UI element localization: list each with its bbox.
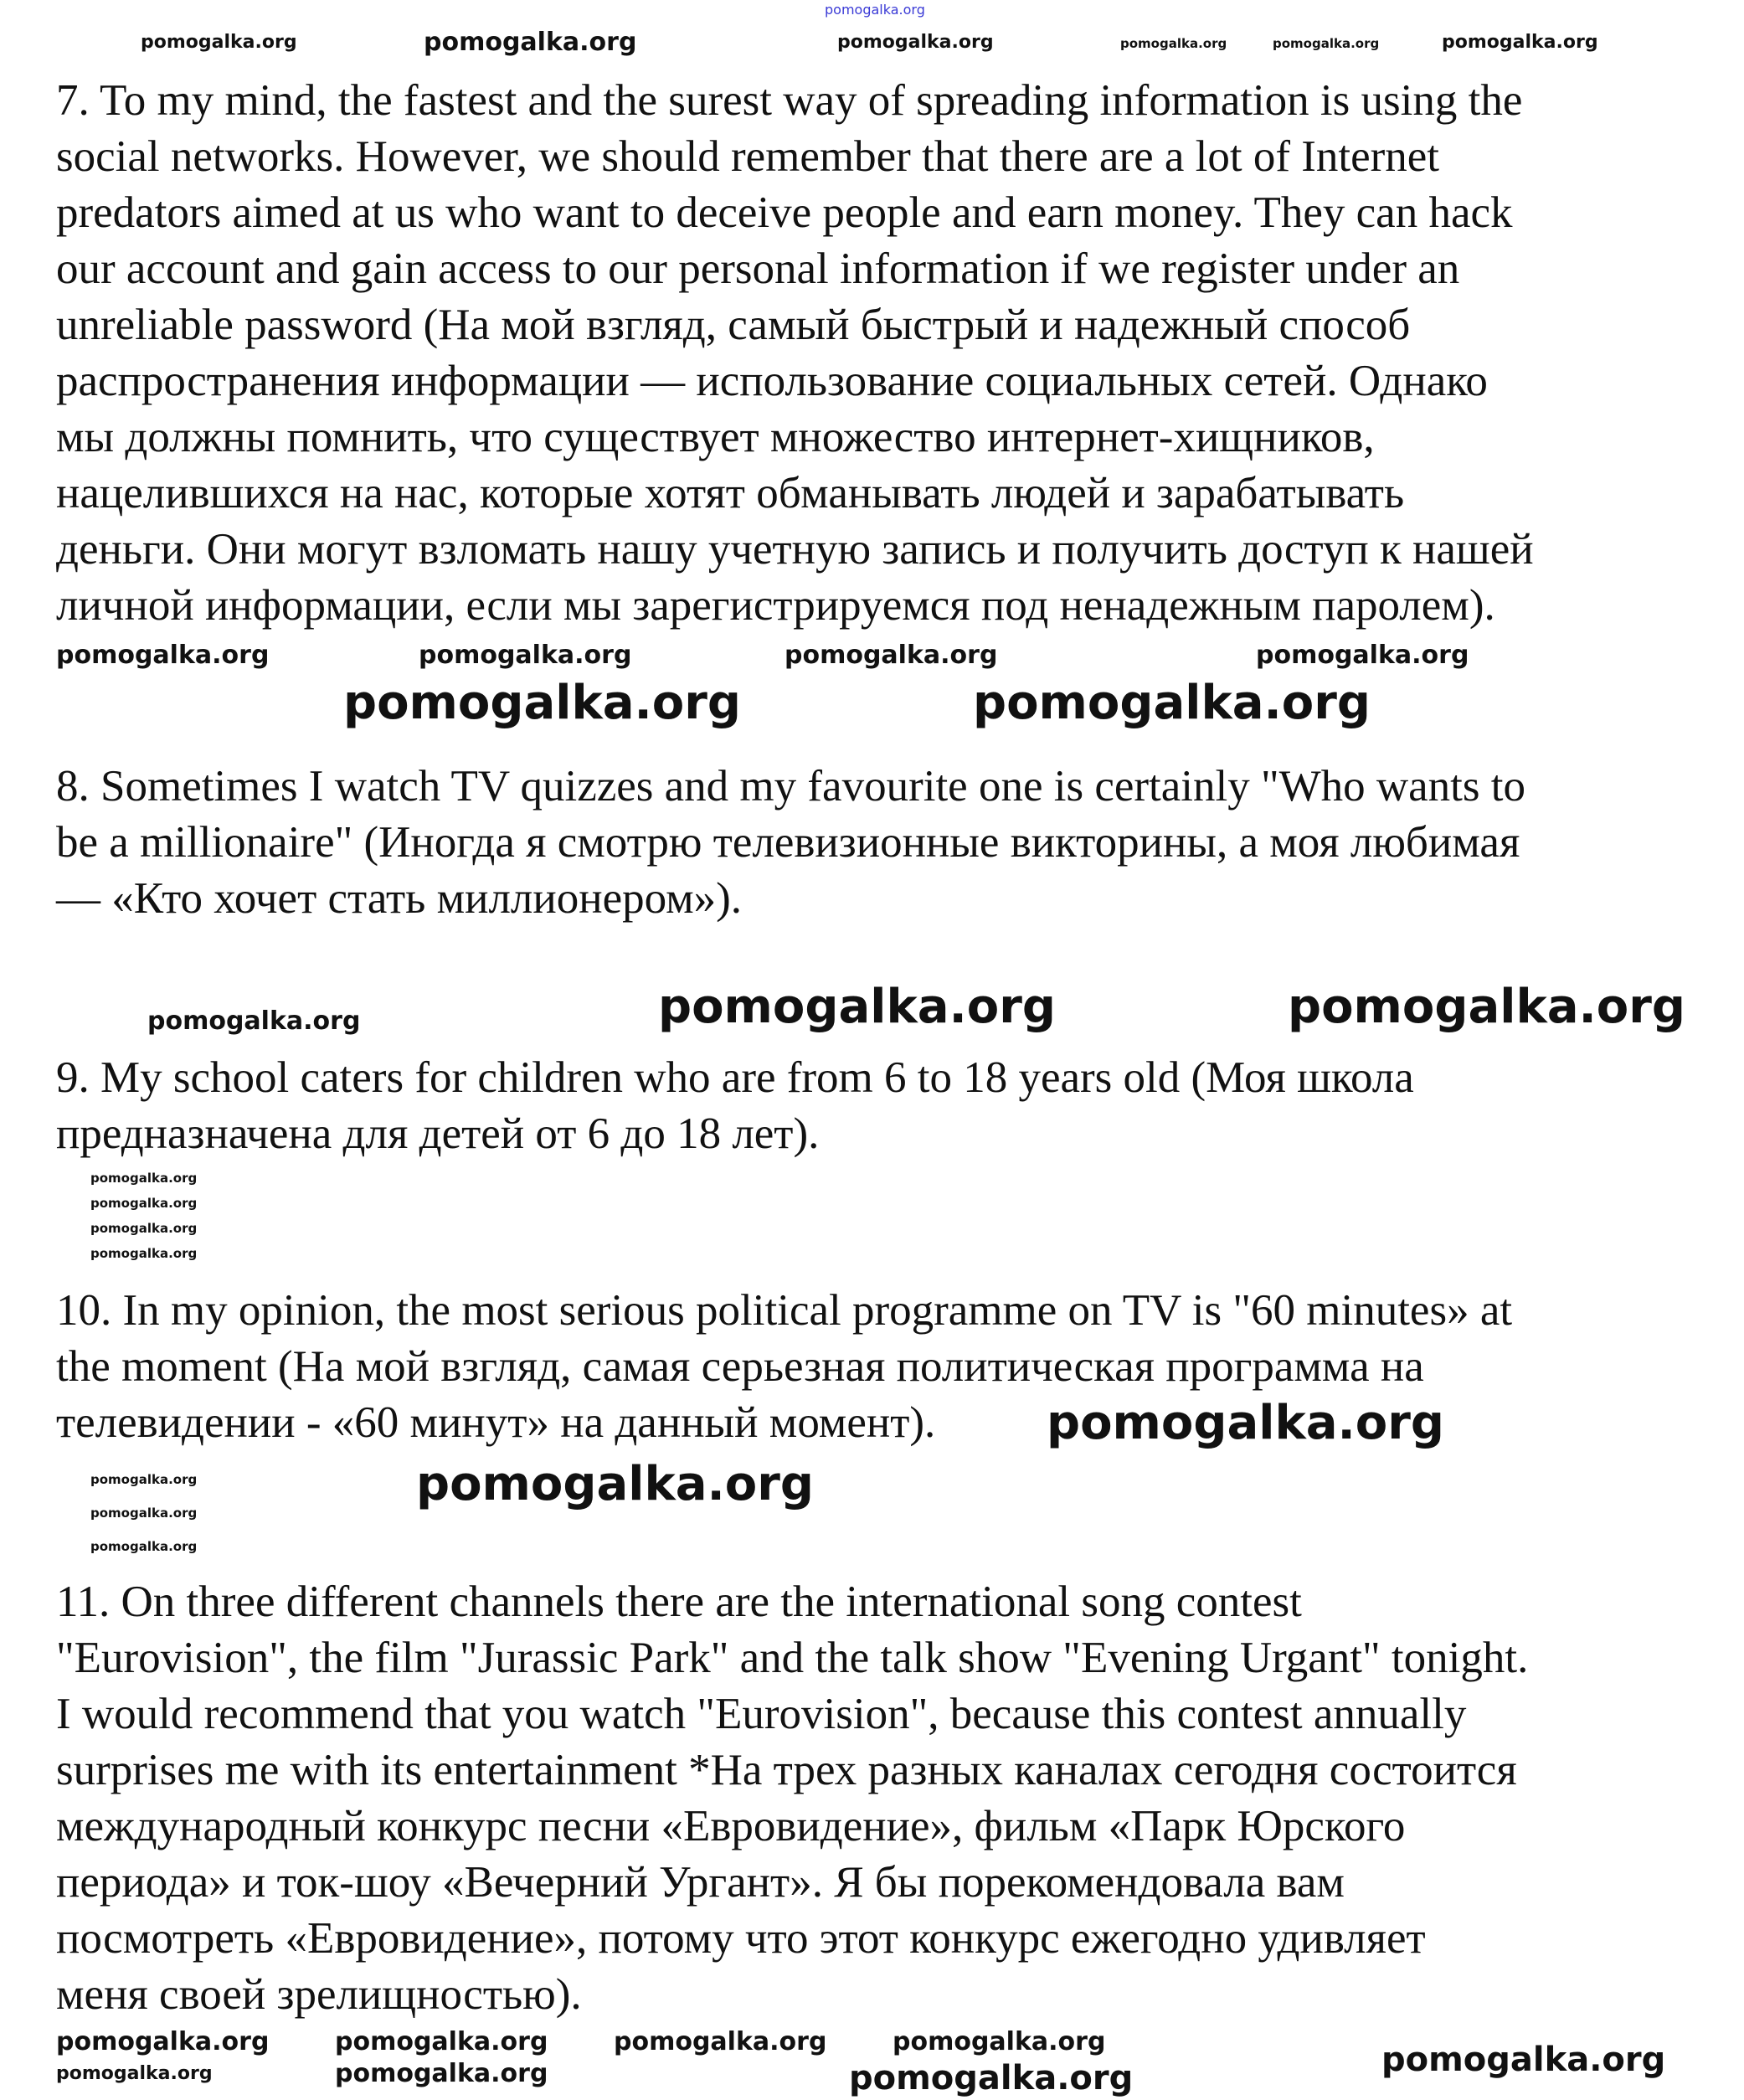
watermark: pomogalka.org — [343, 676, 741, 730]
watermark: pomogalka.org — [1381, 2041, 1666, 2079]
watermark: pomogalka.org — [90, 1539, 198, 1554]
watermark: pomogalka.org — [658, 980, 1056, 1034]
text-line: посмотреть «Евровидение», потому что этот конкурс ежегодно удивляет — [56, 1914, 1426, 1963]
watermark: pomogalka.org — [1047, 1396, 1444, 1450]
watermark: pomogalka.org — [90, 1246, 198, 1261]
text-line: 8. Sometimes I watch TV quizzes and my favourite one is certainly "Who wants to — [56, 762, 1526, 811]
watermark: pomogalka.org — [56, 641, 270, 670]
text-line: social networks. However, we should remember that there are a lot of Internet — [56, 132, 1440, 181]
watermark: pomogalka.org — [849, 2059, 1134, 2097]
watermark: pomogalka.org — [1256, 641, 1469, 670]
text-line: предназначена для детей от 6 до 18 лет). — [56, 1109, 820, 1158]
watermark: pomogalka.org — [90, 1506, 198, 1521]
text-line: predators aimed at us who want to deceive people and earn money. They can hack — [56, 188, 1513, 237]
watermark: pomogalka.org — [56, 2063, 213, 2084]
text-line: деньги. Они могут взломать нашу учетную запись и получить доступ к нашей — [56, 525, 1534, 574]
watermark: pomogalka.org — [893, 2027, 1106, 2056]
text-line: "Eurovision", the film "Jurassic Park" and the talk show "Evening Urgant" tonight. — [56, 1634, 1529, 1682]
watermark: pomogalka.org — [1288, 980, 1685, 1034]
text-line: our account and gain access to our personal information if we register under an — [56, 244, 1460, 293]
watermark: pomogalka.org — [147, 1006, 361, 1036]
watermark: pomogalka.org — [614, 2027, 827, 2056]
watermark: pomogalka.org — [335, 2059, 548, 2088]
text-line: be a millionaire" (Иногда я смотрю телевизионные викторины, а моя любимая — [56, 818, 1520, 867]
text-line: распространения информации — использование социальных сетей. Однако — [56, 357, 1488, 405]
header-watermark: pomogalka.org — [825, 2, 925, 18]
text-line: личной информации, если мы зарегистрируемся под ненадежным паролем). — [56, 581, 1495, 630]
watermark: pomogalka.org — [416, 1457, 814, 1511]
watermark: pomogalka.org — [1442, 32, 1598, 53]
text-line: меня своей зрелищностью). — [56, 1970, 582, 2019]
watermark: pomogalka.org — [785, 641, 998, 670]
watermark: pomogalka.org — [90, 1171, 198, 1186]
text-line: телевидении - «60 минут» на данный момент). — [56, 1398, 936, 1447]
text-line: surprises me with its entertainment *На трех разных каналах сегодня состоится — [56, 1746, 1517, 1794]
watermark: pomogalka.org — [1273, 36, 1380, 51]
watermark: pomogalka.org — [141, 32, 297, 53]
text-line: периода» и ток-шоу «Вечерний Ургант». Я бы порекомендовала вам — [56, 1858, 1345, 1907]
watermark: pomogalka.org — [56, 2027, 270, 2056]
text-line: международный конкурс песни «Евровидение», фильм «Парк Юрского — [56, 1802, 1406, 1850]
watermark: pomogalka.org — [1120, 36, 1227, 51]
text-line: 10. In my opinion, the most serious political programme on TV is "60 minutes» at — [56, 1286, 1513, 1335]
text-line: 9. My school caters for children who are from 6 to 18 years old (Моя школа — [56, 1053, 1414, 1102]
text-line: unreliable password (На мой взгляд, самый быстрый и надежный способ — [56, 301, 1411, 349]
watermark: pomogalka.org — [90, 1196, 198, 1211]
watermark: pomogalka.org — [973, 676, 1371, 730]
text-line: — «Кто хочет стать миллионером»). — [56, 874, 743, 923]
text-line: the moment (На мой взгляд, самая серьезная политическая программа на — [56, 1342, 1424, 1391]
watermark: pomogalka.org — [335, 2027, 548, 2056]
text-line: 11. On three different channels there are the international song contest — [56, 1578, 1302, 1626]
text-line: мы должны помнить, что существует множество интернет-хищников, — [56, 413, 1375, 461]
watermark: pomogalka.org — [90, 1221, 198, 1236]
watermark: pomogalka.org — [837, 32, 994, 53]
watermark: pomogalka.org — [90, 1472, 198, 1487]
text-line: 7. To my mind, the fastest and the surest way of spreading information is using the — [56, 76, 1523, 125]
watermark: pomogalka.org — [424, 28, 637, 57]
watermark: pomogalka.org — [419, 641, 632, 670]
text-line: I would recommend that you watch "Eurovision", because this contest annually — [56, 1690, 1467, 1738]
text-line: нацелившихся на нас, которые хотят обманывать людей и зарабатывать — [56, 469, 1405, 517]
